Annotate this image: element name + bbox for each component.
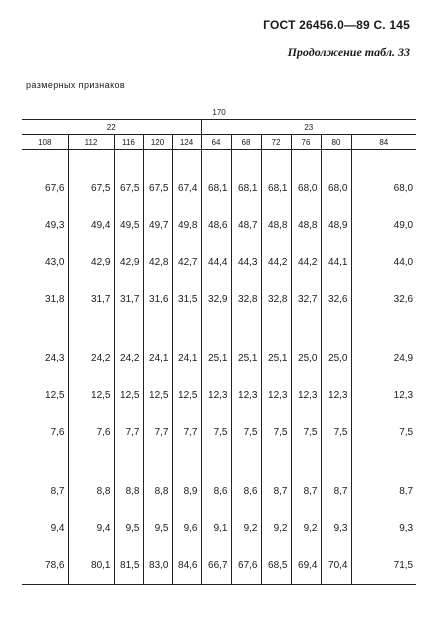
spacer-cell	[261, 451, 291, 473]
table-cell: 31,5	[172, 281, 201, 318]
spacer-cell	[114, 150, 143, 171]
table-cell: 9,6	[172, 510, 201, 547]
column-header-120: 120	[143, 135, 172, 150]
table-cell: 67,4	[172, 170, 201, 207]
table-cell: 49,0	[351, 207, 416, 244]
header-group-23: 23	[201, 120, 416, 135]
column-header-64: 64	[201, 135, 231, 150]
table-cell: 25,0	[321, 340, 351, 377]
table-cell: 42,9	[114, 244, 143, 281]
table-cell: 68,1	[201, 170, 231, 207]
table-cell: 25,1	[201, 340, 231, 377]
table-cell: 12,5	[114, 377, 143, 414]
table-cell: 31,7	[68, 281, 114, 318]
table-cell: 9,5	[114, 510, 143, 547]
table-row	[22, 510, 416, 547]
spacer-cell	[231, 451, 261, 473]
table-cell: 32,6	[351, 281, 416, 318]
table-cell: 48,8	[291, 207, 321, 244]
spacer-cell	[351, 150, 416, 171]
page-header-gost: ГОСТ 26456.0—89 С. 145	[263, 18, 410, 32]
table-cell: 49,3	[45, 220, 65, 231]
table-row	[22, 547, 416, 585]
spacer-cell	[68, 318, 114, 340]
table-cell: 12,5	[143, 377, 172, 414]
table-cell: 7,6	[68, 414, 114, 451]
table-cell: 9,3	[321, 510, 351, 547]
table-continuation-label: Продолжение табл. 33	[287, 45, 410, 59]
spacer-cell	[321, 150, 351, 171]
table-cell: 49,7	[143, 207, 172, 244]
table-cell: 9,4	[68, 510, 114, 547]
spacer-cell	[201, 318, 231, 340]
table-cell: 12,3	[351, 377, 416, 414]
table-cell: 24,3	[45, 353, 65, 364]
table-cell: 7,7	[143, 414, 172, 451]
table-cell: 7,5	[261, 414, 291, 451]
spacer-cell	[231, 150, 261, 171]
table-cell: 7,5	[201, 414, 231, 451]
table-cell: 12,5	[68, 377, 114, 414]
table-cell: 44,2	[291, 244, 321, 281]
spacer-cell	[143, 318, 172, 340]
table-cell: 32,7	[291, 281, 321, 318]
spacer-cell	[261, 150, 291, 171]
spacer-cell	[321, 318, 351, 340]
spacer-cell	[172, 318, 201, 340]
spacer-cell	[68, 451, 114, 473]
table-cell: 48,8	[261, 207, 291, 244]
spacer-cell	[68, 150, 114, 171]
table-row	[22, 414, 416, 451]
table-cell: 48,9	[321, 207, 351, 244]
table-cell: 12,3	[231, 377, 261, 414]
spacer-cell	[22, 451, 68, 473]
table-cell: 31,8	[45, 294, 65, 305]
table-cell: 12,5	[172, 377, 201, 414]
table-cell: 66,7	[201, 547, 231, 585]
spacer-row	[22, 150, 416, 171]
spacer-cell	[261, 318, 291, 340]
table-row	[22, 281, 416, 318]
table-cell: 68,1	[261, 170, 291, 207]
table-row	[22, 207, 416, 244]
table-cell: 71,5	[351, 547, 416, 585]
table-cell: 12,3	[201, 377, 231, 414]
table-cell: 48,7	[231, 207, 261, 244]
column-header-68: 68	[231, 135, 261, 150]
spacer-cell	[143, 150, 172, 171]
table-cell: 9,1	[201, 510, 231, 547]
table-row	[22, 170, 416, 207]
table-cell: 8,7	[321, 473, 351, 510]
spacer-cell	[172, 150, 201, 171]
spacer-cell	[351, 451, 416, 473]
table-cell: 12,3	[321, 377, 351, 414]
column-header-108: 108	[22, 135, 68, 150]
table-cell: 67,6	[231, 547, 261, 585]
spacer-cell	[22, 150, 68, 171]
header-height-170: 170	[22, 105, 416, 120]
table-cell: 8,7	[50, 486, 65, 497]
table-cell: 49,5	[114, 207, 143, 244]
table-cell: 42,7	[172, 244, 201, 281]
table-cell: 24,1	[172, 340, 201, 377]
table-cell: 8,6	[201, 473, 231, 510]
header-group-22: 22	[22, 120, 201, 135]
table-cell: 8,7	[291, 473, 321, 510]
column-header-116: 116	[114, 135, 143, 150]
column-header-76: 76	[291, 135, 321, 150]
table-row	[22, 340, 416, 377]
table-cell: 25,1	[261, 340, 291, 377]
table-cell: 42,8	[143, 244, 172, 281]
table-cell: 44,2	[261, 244, 291, 281]
table-row	[22, 244, 416, 281]
table-cell: 67,5	[68, 170, 114, 207]
table-row	[22, 473, 416, 510]
spacer-cell	[201, 150, 231, 171]
column-header-72: 72	[261, 135, 291, 150]
table-cell: 49,8	[172, 207, 201, 244]
table-cell: 84,6	[172, 547, 201, 585]
table-cell: 9,3	[351, 510, 416, 547]
table-cell: 9,2	[231, 510, 261, 547]
table-cell: 7,5	[351, 414, 416, 451]
table-cell: 8,8	[114, 473, 143, 510]
table-cell: 81,5	[114, 547, 143, 585]
table-cell: 44,0	[351, 244, 416, 281]
table-cell: 31,6	[143, 281, 172, 318]
table-cell: 49,4	[68, 207, 114, 244]
table-cell: 44,3	[231, 244, 261, 281]
table-cell: 24,2	[68, 340, 114, 377]
table-cell: 12,3	[291, 377, 321, 414]
table-cell: 8,8	[143, 473, 172, 510]
table-cell: 32,9	[201, 281, 231, 318]
table-cell: 12,5	[45, 390, 65, 401]
table-cell: 32,8	[261, 281, 291, 318]
spacer-cell	[172, 451, 201, 473]
table-cell: 44,4	[201, 244, 231, 281]
table-cell: 43,0	[45, 257, 65, 268]
table-cell: 9,2	[261, 510, 291, 547]
table-cell: 7,5	[291, 414, 321, 451]
table-cell: 8,8	[68, 473, 114, 510]
table-cell: 67,5	[114, 170, 143, 207]
table-cell: 25,1	[231, 340, 261, 377]
spacer-row	[22, 451, 416, 473]
table-cell: 80,1	[68, 547, 114, 585]
spacer-cell	[201, 451, 231, 473]
table-cell: 67,5	[143, 170, 172, 207]
spacer-row	[22, 318, 416, 340]
table-cell: 78,6	[22, 547, 68, 585]
table-cell: 8,7	[351, 473, 416, 510]
spacer-cell	[114, 451, 143, 473]
spacer-cell	[22, 318, 68, 340]
table-cell: 48,6	[201, 207, 231, 244]
spacer-cell	[291, 451, 321, 473]
table-cell: 8,6	[231, 473, 261, 510]
table-cell: 7,6	[50, 427, 65, 438]
table-cell: 7,5	[321, 414, 351, 451]
spacer-cell	[114, 318, 143, 340]
table-cell: 7,7	[114, 414, 143, 451]
table-cell: 68,0	[291, 170, 321, 207]
table-cell: 31,7	[114, 281, 143, 318]
table-cell: 9,2	[291, 510, 321, 547]
table-cell: 69,4	[291, 547, 321, 585]
column-header-80: 80	[321, 135, 351, 150]
table-cell: 68,0	[351, 170, 416, 207]
spacer-cell	[291, 150, 321, 171]
table-cell: 32,8	[231, 281, 261, 318]
spacer-cell	[351, 318, 416, 340]
section-subheading: размерных признаков	[26, 80, 126, 90]
column-header-124: 124	[172, 135, 201, 150]
table-cell: 68,1	[231, 170, 261, 207]
table-cell: 8,7	[261, 473, 291, 510]
measurements-table	[22, 105, 416, 585]
table-cell: 68,5	[261, 547, 291, 585]
table-cell: 9,4	[50, 523, 65, 534]
table-cell: 7,5	[231, 414, 261, 451]
spacer-cell	[231, 318, 261, 340]
table-cell: 25,0	[291, 340, 321, 377]
table-cell: 12,3	[261, 377, 291, 414]
table-cell: 42,9	[68, 244, 114, 281]
table-cell: 32,6	[321, 281, 351, 318]
spacer-cell	[321, 451, 351, 473]
table-cell: 70,4	[321, 547, 351, 585]
table-cell: 24,9	[351, 340, 416, 377]
spacer-cell	[143, 451, 172, 473]
table-cell: 9,5	[143, 510, 172, 547]
table-row	[22, 377, 416, 414]
table-cell: 44,1	[321, 244, 351, 281]
table-cell: 68,0	[321, 170, 351, 207]
spacer-cell	[291, 318, 321, 340]
table-cell: 8,9	[172, 473, 201, 510]
table-cell: 67,6	[45, 183, 65, 194]
table-cell: 24,2	[114, 340, 143, 377]
table-cell: 7,7	[172, 414, 201, 451]
table-cell: 83,0	[143, 547, 172, 585]
column-header-84: 84	[351, 135, 416, 150]
table-cell: 24,1	[143, 340, 172, 377]
column-header-112: 112	[68, 135, 114, 150]
